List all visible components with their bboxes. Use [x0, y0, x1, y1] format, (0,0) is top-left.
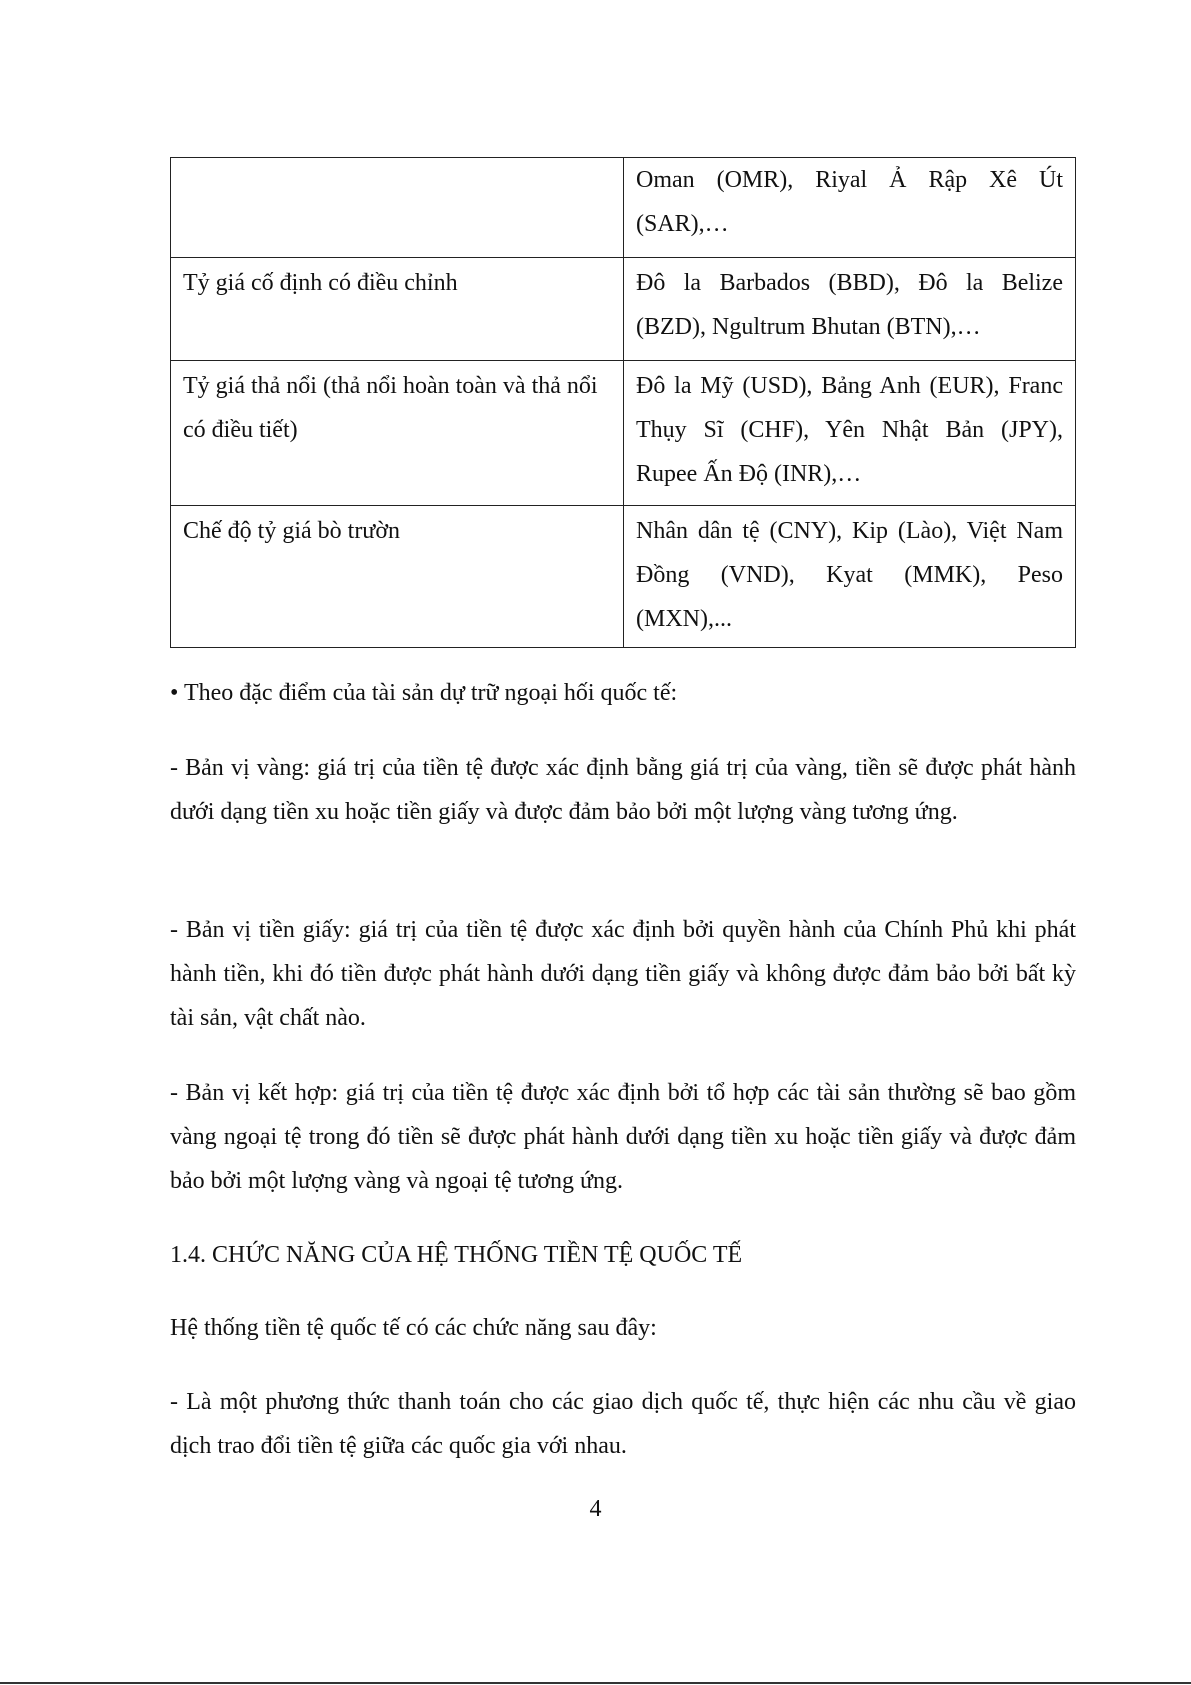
paper-standard-paragraph: - Bản vị tiền giấy: giá trị của tiền tệ được xác định bởi quyền hành của Chính Phủ khi phát hành tiền, khi đó tiền được phát hành dưới dạng tiền giấy và không được đảm bảo bởi bất kỳ tài sản, vật chất nào.	[170, 917, 1076, 1031]
functions-intro-paragraph: Hệ thống tiền tệ quốc tế có các chức năng sau đây:	[170, 1315, 657, 1341]
currencies-cell: Nhân dân tệ (CNY), Kip (Lào), Việt Nam Đồng (VND), Kyat (MMK), Peso (MXN),...	[624, 506, 1076, 648]
currencies-cell: Đô la Barbados (BBD), Đô la Belize (BZD), Ngultrum Bhutan (BTN),…	[624, 258, 1076, 361]
table-row	[171, 158, 1076, 258]
currencies-cell: Đô la Mỹ (USD), Bảng Anh (EUR), Franc Thụy Sĩ (CHF), Yên Nhật Bản (JPY), Rupee Ấn Độ (INR),…	[624, 361, 1076, 506]
page-number: 4	[589, 1496, 602, 1522]
reserve-bullet-paragraph: • Theo đặc điểm của tài sản dự trữ ngoại hối quốc tế:	[170, 680, 678, 706]
section-heading: 1.4. CHỨC NĂNG CỦA HỆ THỐNG TIỀN TỆ QUỐC TẾ	[170, 1242, 743, 1268]
regime-cell	[171, 158, 624, 258]
exchange-regime-table	[170, 157, 1076, 648]
table-row	[171, 506, 1076, 648]
gold-standard-paragraph: - Bản vị vàng: giá trị của tiền tệ được xác định bằng giá trị của vàng, tiền sẽ được phát hành dưới dạng tiền xu hoặc tiền giấy và được đảm bảo bởi một lượng vàng tương ứng.	[170, 755, 1076, 825]
regime-cell: Chế độ tỷ giá bò trườn	[171, 506, 624, 648]
table-row	[171, 258, 1076, 361]
bottom-divider	[0, 1682, 1191, 1684]
mixed-standard-paragraph: - Bản vị kết hợp: giá trị của tiền tệ được xác định bởi tổ hợp các tài sản thường sẽ bao gồm vàng ngoại tệ trong đó tiền sẽ được phát hành dưới dạng tiền xu hoặc tiền giấy và được đảm bảo bởi một lượng vàng và ngoại tệ tương ứng.	[170, 1080, 1076, 1194]
regime-cell: Tỷ giá cố định có điều chỉnh	[171, 258, 624, 361]
currencies-cell: Oman (OMR), Riyal Ả Rập Xê Út (SAR),…	[624, 158, 1076, 258]
table-row	[171, 361, 1076, 506]
regime-cell: Tỷ giá thả nổi (thả nổi hoàn toàn và thả nổi có điều tiết)	[171, 361, 624, 506]
function-1-paragraph: - Là một phương thức thanh toán cho các giao dịch quốc tế, thực hiện các nhu cầu về giao dịch trao đổi tiền tệ giữa các quốc gia với nhau.	[170, 1389, 1076, 1459]
